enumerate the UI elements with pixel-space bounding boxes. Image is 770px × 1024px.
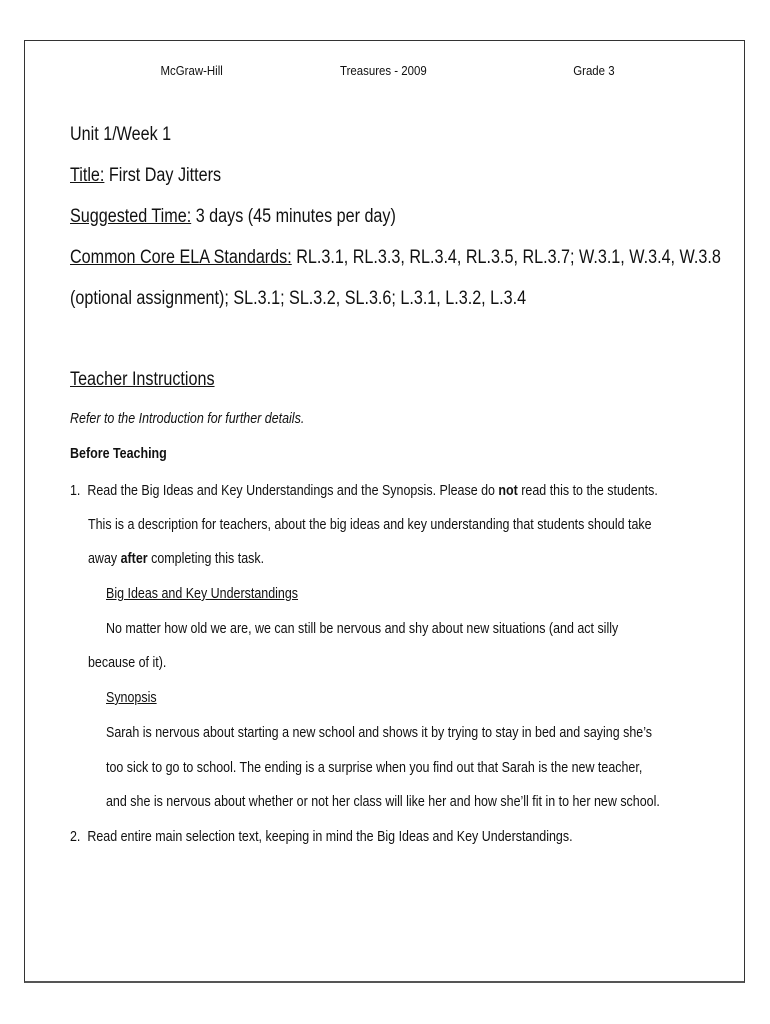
publisher-name: McGraw-Hill [160,63,223,78]
unit-week: Unit 1/Week 1 [70,124,172,145]
document-page [24,40,745,983]
big-ideas-line-1: No matter how old we are, we can still be nervous and shy about new situations (and act silly [106,621,619,637]
standards-label: Common Core ELA Standards: [70,247,292,268]
step-1-line-3 [88,550,264,568]
suggested-time-value: 3 days (45 minutes per day) [191,206,396,227]
standards-line-2: (optional assignment); SL.3.1; SL.3.2, SL.3.6; L.3.1, L.3.2, L.3.4 [70,288,527,309]
title-label: Title: [70,165,105,186]
step-1-text-b: read this to the students. [517,483,658,499]
big-ideas-line-2: because of it). [88,655,167,671]
grade-level: Grade 3 [573,63,615,78]
series-name: Treasures - 2009 [340,63,427,78]
step-1-emphasis-not: not [498,483,518,499]
big-ideas-heading: Big Ideas and Key Understandings [106,586,299,602]
synopsis-line-2: too sick to go to school. The ending is a surprise when you find out that Sarah is the new teacher, [106,760,643,776]
step-1-line-3-b: completing this task. [147,551,265,567]
standards-value-1: RL.3.1, RL.3.3, RL.3.4, RL.3.5, RL.3.7; W.3.1, W.3.4, W.3.8 [291,247,721,268]
page-header [25,63,658,83]
step-1-number: 1. [70,483,81,499]
step-1-text-a: Read the Big Ideas and Key Understandings and the Synopsis. Please do [87,483,499,499]
step-2-text: Read entire main selection text, keeping in mind the Big Ideas and Key Understandings. [87,829,573,845]
teacher-instructions-heading: Teacher Instructions [70,369,215,390]
suggested-time-label: Suggested Time: [70,206,192,227]
step-1-line-3-a: away [88,551,121,567]
synopsis-heading: Synopsis [106,690,157,706]
intro-note: Refer to the Introduction for further details. [70,411,305,427]
step-2-line [70,828,573,846]
step-1-emphasis-after: after [120,551,148,567]
before-teaching-heading: Before Teaching [70,446,167,462]
synopsis-line-3: and she is nervous about whether or not her class will like her and how she’ll fit in to her new school. [106,794,660,810]
standards-line-1 [70,248,721,268]
synopsis-line-1: Sarah is nervous about starting a new school and shows it by trying to stay in bed and saying she’s [106,725,653,741]
title-line [70,166,221,186]
step-1-line-2: This is a description for teachers, about the big ideas and key understanding that students should take [88,517,652,533]
step-1-line-1 [70,482,658,500]
step-2-number: 2. [70,829,81,845]
title-value: First Day Jitters [104,165,222,186]
suggested-time-line [70,207,396,227]
